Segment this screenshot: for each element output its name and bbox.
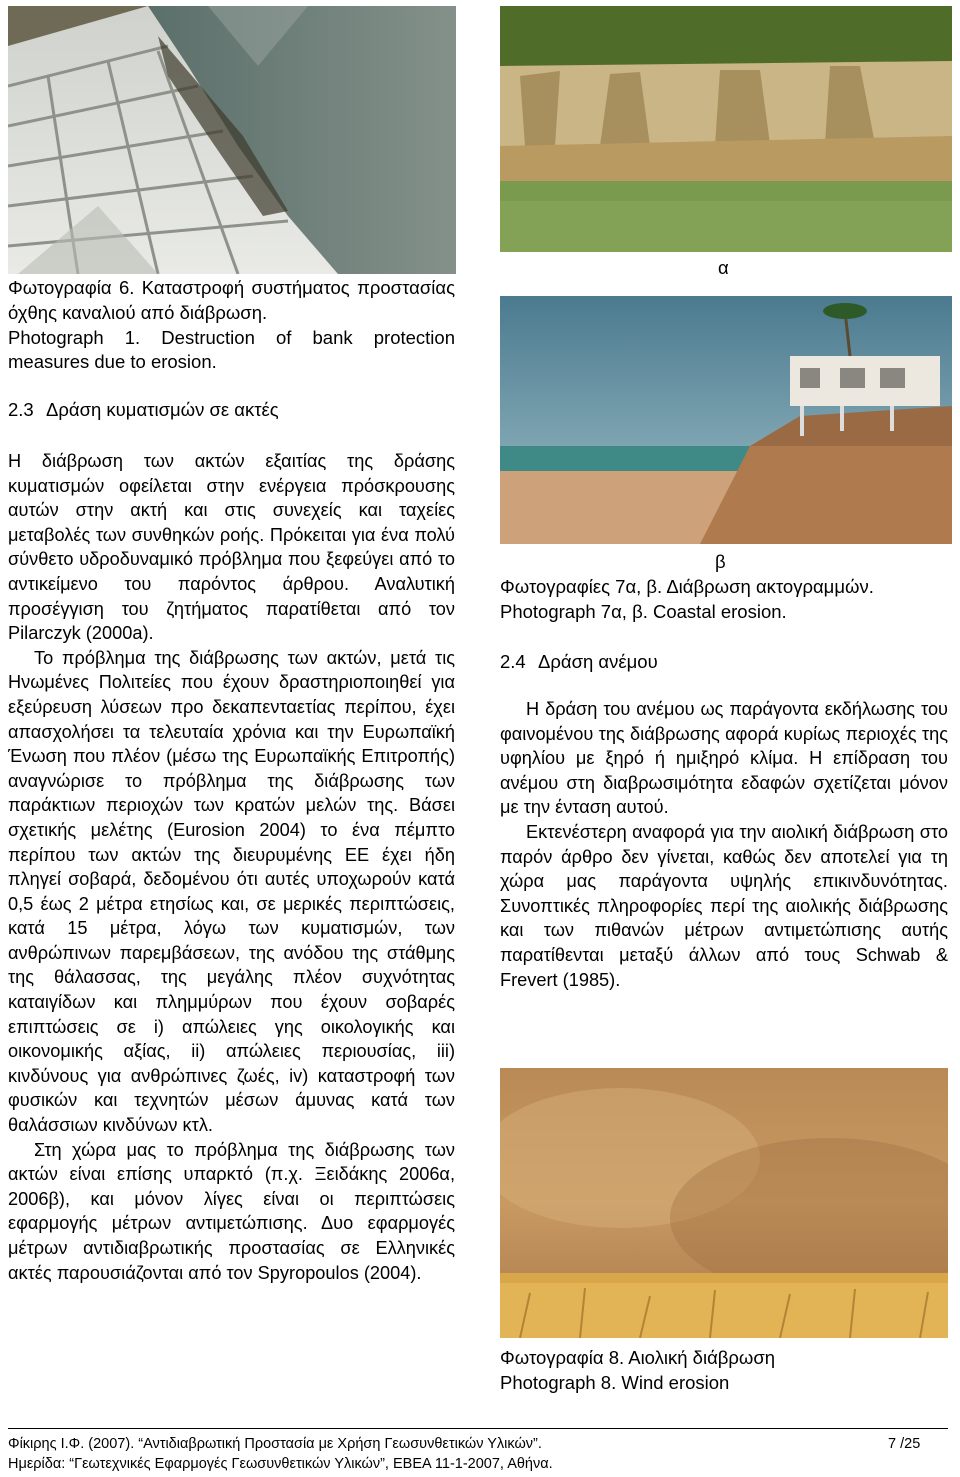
section-24-number: 2.4 xyxy=(500,651,526,672)
section-23-title: Δράση κυματισμών σε ακτές xyxy=(46,399,279,420)
section-23-number: 2.3 xyxy=(8,399,34,420)
photo6-caption-gr: Φωτογραφία 6. Καταστροφή συστήματος προστασίας όχθης καναλιού από διάβρωση. xyxy=(8,277,455,323)
footer-conference: Ημερίδα: “Γεωτεχνικές Εφαρμογές Γεωσυνθετικών Υλικών”, ΕΒΕΑ 11-1-2007, Αθήνα. xyxy=(8,1456,553,1472)
section-23-paragraph: Το πρόβλημα της διάβρωσης των ακτών, μετά τις Ηνωμένες Πολιτείες που έχουν δραστηριοποιηθεί για εξεύρευση λύσεων προ δεκαπενταετίας περίπου, έχει απασχολήσει τα τελευταία χρόνια και την Ευρωπαϊκή Ένωση που πλέον (μέσω της Ευρωπαϊκής Επιτροπής) αναγνώρισε το πρόβλημα της διάβρωσης των παράκτιων περιοχών των κρατών μελών της. Βάσει σχετικής μελέτης (Eurosion 2004) το ένα πέμπτο περίπου των ακτών της διευρυμένης ΕΕ έχει ήδη πληγεί σοβαρά, δεδομένου ότι αυτές υποχωρούν κατά 0,5 έως 2 μέτρα ετησίως και, σε μερικές περιπτώσεις, κατά 15 μέτρα, λόγω των κυματισμών, των ανθρώπινων παρεμβάσεων, της ανόδου της στάθμης της θάλασσας, της μεγάλης πλέον συχνότητας καταιγίδων και πλημμύρων που έχουν σοβαρές επιπτώσεις σε i) απώλειες γης οικολογικής και οικονομικής αξίας, ii) απώλειες περιουσίας, iii) κινδύνους για ανθρώπινες ζωές, iv) καταστροφή των φυσικών και τεχνητών μέσων άμυνας κατά των θαλάσσιων κινδύνων κτλ. xyxy=(8,647,455,1136)
section-24-paragraph: Εκτενέστερη αναφορά για την αιολική διάβρωση στο παρόν άρθρο δεν γίνεται, καθώς δεν αποτελεί για τη χώρα μας παράγοντα υψηλής επικινδυνότητας. Συνοπτικές πληροφορίες περί της αιολικής διάβρωσης και των πιθανών μέτρων αντιμετώπισης αυτής παρατίθενται μεταξύ άλλων από τους Schwab & Frevert (1985). xyxy=(500,821,948,990)
photo8-caption-en: Photograph 8. Wind erosion xyxy=(500,1371,730,1393)
photo-bank-protection xyxy=(8,6,456,274)
photo-beach-house-erosion xyxy=(500,296,952,544)
section-24-paragraph: Η δράση του ανέμου ως παράγοντα εκδήλωσης του φαινομένου της διάβρωσης αφορά κυρίως περιοχές της υφηλίου με ξηρό ή ημιξηρό κλίμα. Η επίδραση του ανέμου στη διαβρωσιμότητα εδαφών σχετίζεται μόνον με την ένταση αυτού. xyxy=(500,699,948,818)
photo7-caption xyxy=(500,575,952,625)
footer-citation: Φίκιρης Ι.Φ. (2007). “Αντιδιαβρωτική Προστασία με Χρήση Γεωσυνθετικών Υλικών”. xyxy=(8,1436,542,1452)
footer-page xyxy=(888,1434,920,1454)
photo6-caption-en: Photograph 1. Destruction of bank protection measures due to erosion. xyxy=(8,326,455,373)
photo8-caption xyxy=(500,1346,952,1396)
section-24-heading xyxy=(500,650,952,674)
photo7-caption-en: Photograph 7α, β. Coastal erosion. xyxy=(500,600,787,622)
photo-wind-erosion xyxy=(500,1068,948,1338)
section-23-body xyxy=(8,449,455,1285)
photo7-label-b: β xyxy=(715,551,726,572)
photo6-caption xyxy=(8,276,455,375)
photo8-caption-gr: Φωτογραφία 8. Αιολική διάβρωση xyxy=(500,1347,776,1368)
section-23-paragraph: Η διάβρωση των ακτών εξαιτίας της δράσης κυματισμών οφείλεται στην ενέργεια πρόσκρουσης αυτών στην ακτή και στις συνεχείς και ταχείες μεταβολές των συνθηκών ροής. Πρόκειται για ένα πολύ σύνθετο υδροδυναμικό πρόβλημα που ξεφεύγει από το αντικείμενο του παρόντος άρθρου. Αναλυτική προσέγγιση του ζητήματος παρατίθεται από τον Pilarczyk (2000a). xyxy=(8,451,455,644)
section-23-paragraph: Στη χώρα μας το πρόβλημα της διάβρωσης των ακτών είναι επίσης υπαρκτό (π.χ. Ξειδάκης 2006α, 2006β), και μόνον λίγες είναι οι περιπτώσεις εφαρμογής μέτρων αντιμετώπισης. Δυο εφαρμογές μέτρων αντιδιαβρωτικής προστασίας σε Ελληνικές ακτές παρουσιάζονται από τον Spyropoulos (2004). xyxy=(8,1139,455,1283)
photo-coastal-cliff-erosion xyxy=(500,6,952,252)
photo7-label-a: α xyxy=(718,257,729,278)
page-number: 7 xyxy=(888,1436,897,1452)
page-total: /25 xyxy=(900,1436,921,1452)
photo7-caption-gr: Φωτογραφίες 7α, β. Διάβρωση ακτογραμμών. xyxy=(500,576,874,597)
section-24-body xyxy=(500,697,948,992)
section-24-title: Δράση ανέμου xyxy=(538,651,658,672)
section-23-heading xyxy=(8,398,455,422)
footer-rule xyxy=(8,1428,948,1429)
